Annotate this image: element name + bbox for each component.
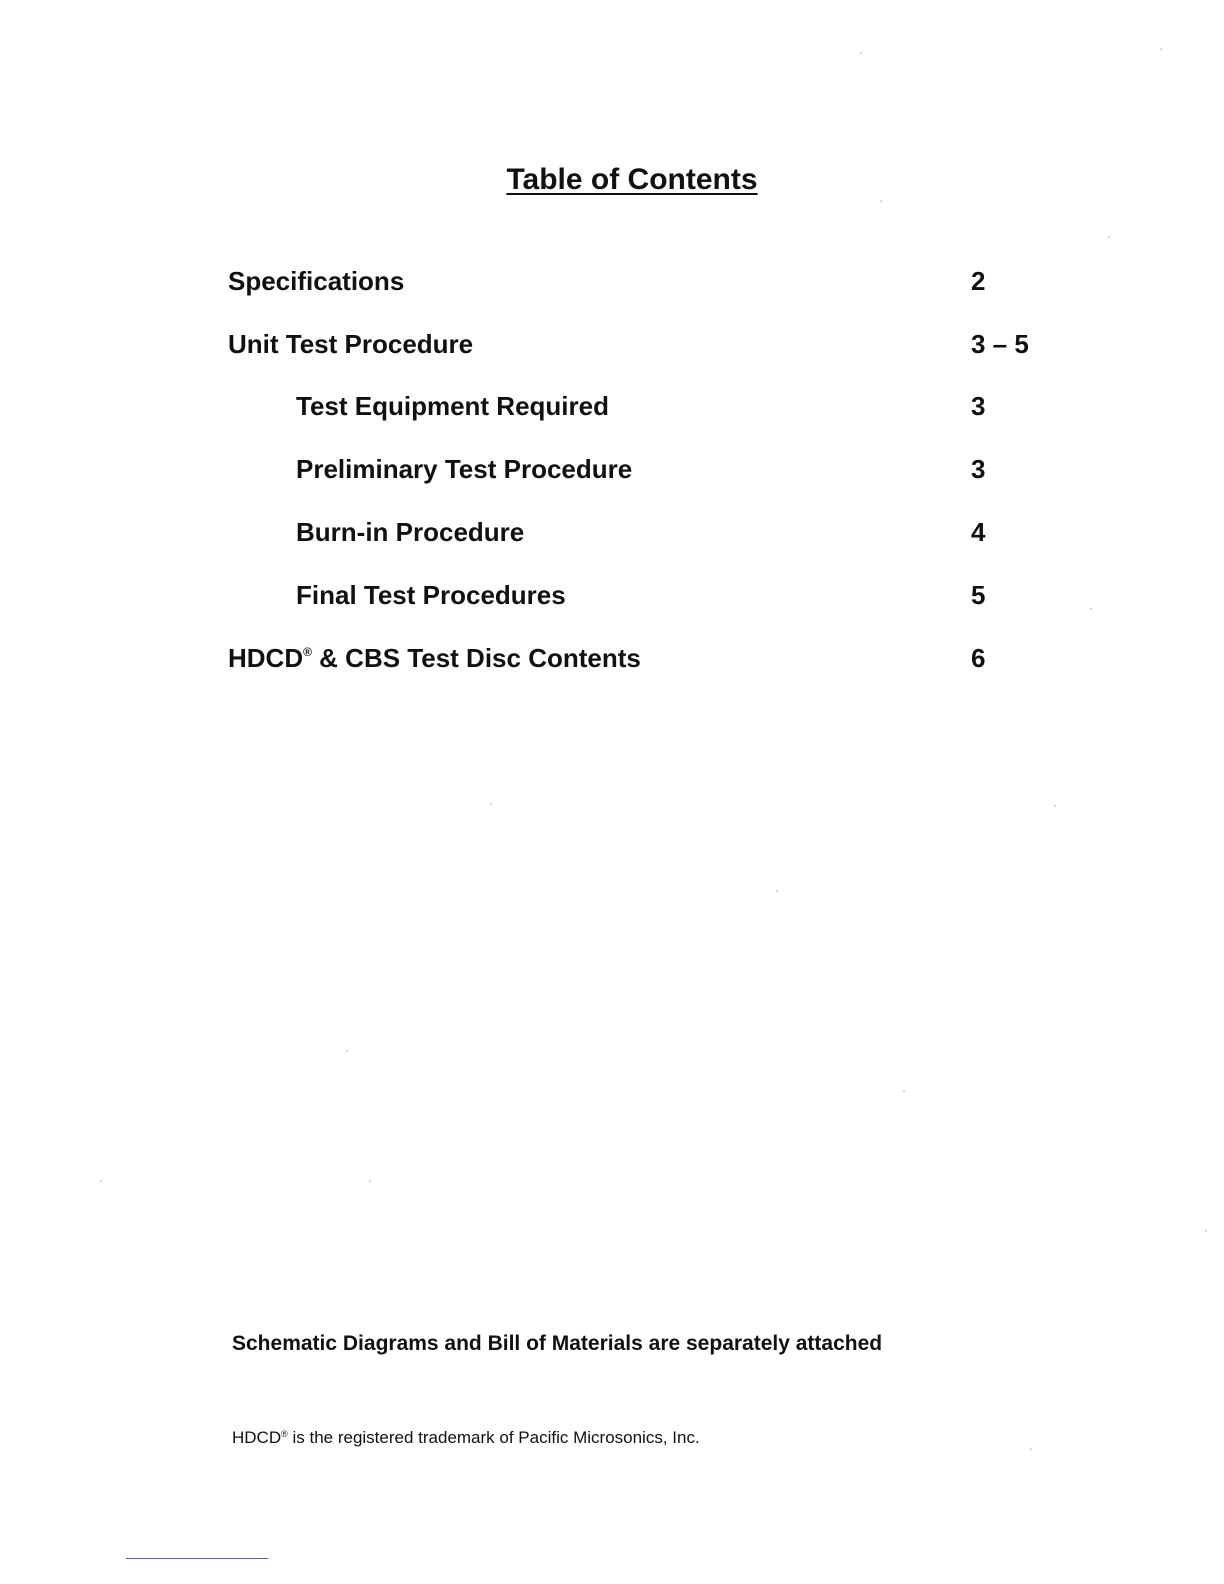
- scan-speck: [860, 52, 862, 54]
- toc-entry-page: 3: [971, 391, 986, 421]
- toc-entry-page: 5: [971, 580, 986, 610]
- scan-speck: [1030, 1448, 1032, 1450]
- registered-mark: ®: [303, 645, 312, 659]
- scan-speck: [369, 1180, 371, 1182]
- toc-entry-label: Burn-in Procedure: [296, 517, 525, 547]
- toc-entry-label: Specifications: [228, 266, 405, 296]
- scan-speck: [1108, 236, 1110, 238]
- toc-entry-preliminary-test-procedure: [228, 454, 1048, 490]
- footnote-suffix: is the registered trademark of Pacific Microsonics, Inc.: [287, 1428, 700, 1447]
- scan-speck: [490, 803, 492, 805]
- toc-entry-label: Test Equipment Required: [296, 391, 609, 421]
- toc-entry-label: [228, 643, 641, 674]
- toc-entry-page: 3: [971, 454, 986, 484]
- toc-entry-page: 2: [971, 266, 986, 296]
- toc-entry-label-suffix: & CBS Test Disc Contents: [311, 643, 641, 673]
- toc-entry-page: 4: [971, 517, 986, 547]
- scan-speck: [100, 1180, 102, 1182]
- toc-entry-hdcd-cbs-test-disc-contents: [228, 643, 1048, 679]
- page-title: Table of Contents: [506, 163, 758, 196]
- toc-entry-label: Unit Test Procedure: [228, 329, 474, 359]
- toc-entry-unit-test-procedure: [228, 329, 1048, 365]
- toc-entry-page: 3 – 5: [971, 329, 1029, 359]
- scan-speck: [880, 200, 882, 202]
- footnote-rule: [126, 1558, 268, 1559]
- toc-entry-page: 6: [971, 643, 986, 673]
- scan-speck: [1205, 1230, 1207, 1232]
- scan-speck: [1090, 608, 1092, 610]
- registered-mark: ®: [281, 1429, 288, 1439]
- footnote-prefix: HDCD: [232, 1428, 282, 1447]
- toc-entry-label-prefix: HDCD: [228, 643, 304, 673]
- trademark-footnote: [232, 1428, 700, 1448]
- toc-entry-specifications: [228, 266, 1048, 302]
- scan-speck: [903, 1090, 905, 1092]
- toc-entry-label: Final Test Procedures: [296, 580, 566, 610]
- toc-entry-test-equipment-required: [228, 391, 1048, 427]
- scan-speck: [1054, 805, 1056, 807]
- toc-entry-label: Preliminary Test Procedure: [296, 454, 633, 484]
- toc-entry-burn-in-procedure: [228, 517, 1048, 553]
- scan-speck: [346, 1050, 348, 1052]
- attachment-note: Schematic Diagrams and Bill of Materials are separately attached: [232, 1332, 883, 1355]
- toc-entry-final-test-procedures: [228, 580, 1048, 616]
- scan-speck: [1160, 48, 1162, 50]
- scan-speck: [776, 890, 778, 892]
